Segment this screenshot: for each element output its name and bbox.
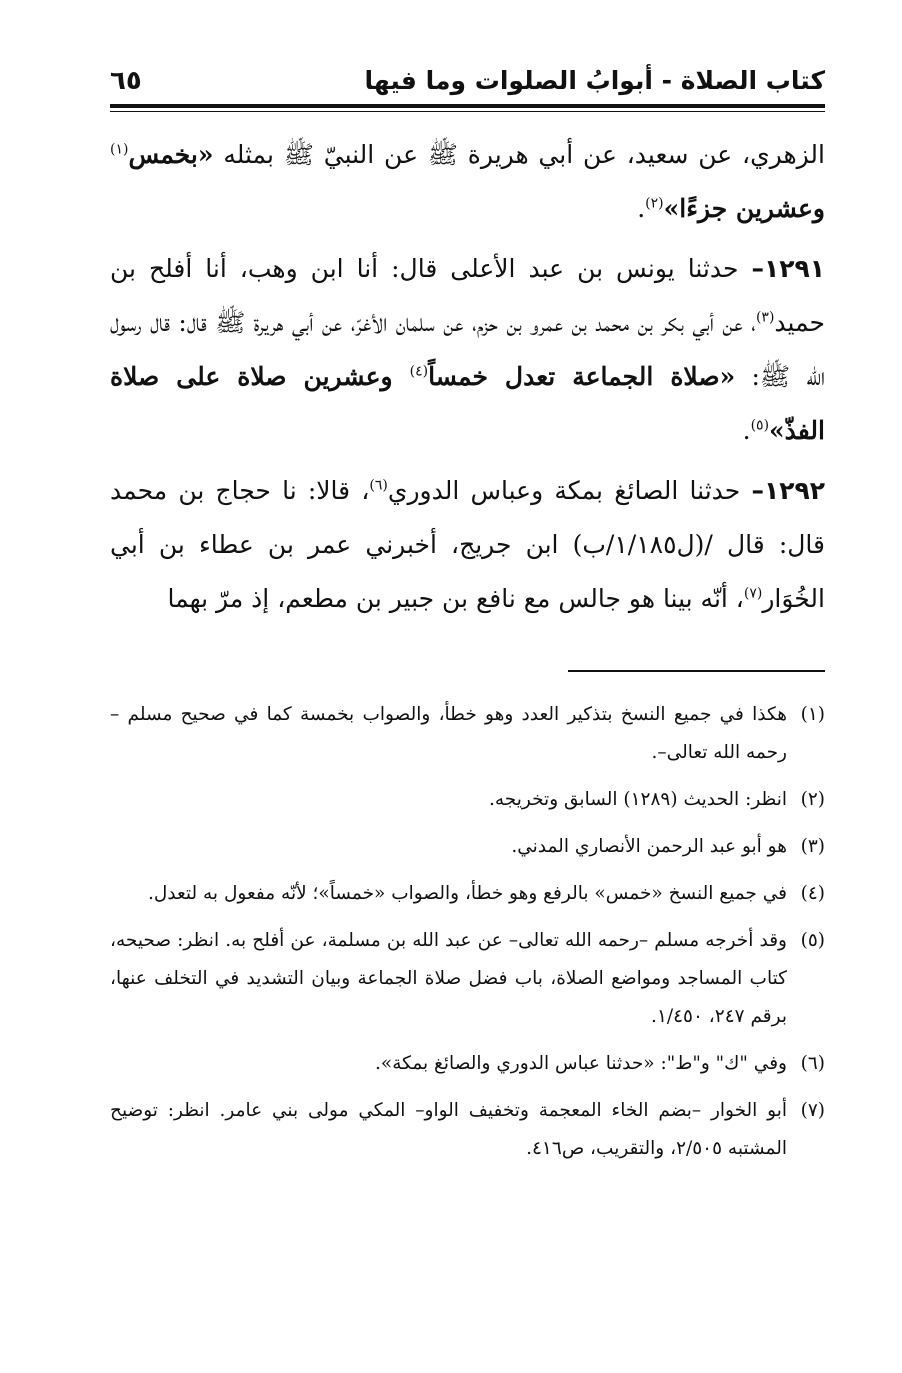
footnote-1: (١) هكذا في جميع النسخ بتذكير العدد وهو خطأ، والصواب بخمسة كما في صحيح مسلم –رحمه الله تعالى–. [110, 696, 825, 772]
hadith-number: ١٢٩٢– [751, 476, 825, 505]
footnote-7: (٧) أبو الخوار –بضم الخاء المعجمة وتخفيف الواو– المكي مولى بني عامر. انظر: توضيح المشتبه ٢/٥٠٥، والتقريب، ص٤١٦. [110, 1092, 825, 1168]
footnote-ref: (٣) [755, 309, 775, 326]
page-number: ٦٥ [110, 66, 142, 96]
footnote-ref: (٤) [409, 363, 429, 380]
header-rule-thick [110, 104, 825, 108]
footnote-marker: (٤) [800, 883, 825, 904]
footnote-ref: (٦) [369, 477, 388, 494]
footnote-5: (٥) وقد أخرجه مسلم –رحمه الله تعالى– عن عبد الله بن مسلمة، عن أفلح به. انظر: صحيحه، كتاب المساجد ومواضع الصلاة، باب فضل صلاة الجماعة وبيان التشديد في التخلف عنها، برقم ٢٤٧، ١/٤٥٠. [110, 922, 825, 1036]
footnote-marker: (٧) [800, 1100, 825, 1121]
footnote-ref: (٥) [750, 417, 770, 434]
footnote-marker: (٣) [800, 836, 825, 857]
footnote-ref: (٧) [743, 585, 763, 602]
footnote-3: (٣) هو أبو عبد الرحمن الأنصاري المدني. [110, 828, 825, 866]
footnote-ref: (١) [110, 141, 129, 158]
paragraph-continuation: الزهري، عن سعيد، عن أبي هريرة ﷺ عن النبيّ ﷺ بمثله «بخمس$^{(١)}$ وعشرين جزءًا»$^{(٢)}$. [110, 140, 825, 223]
footnote-6: (٦) وفي "ك" و"ط": «حدثنا عباس الدوري والصائغ بمكة». [110, 1045, 825, 1083]
hadith-number: ١٢٩١– [751, 254, 825, 283]
hadith-1292: ١٢٩٢– حدثنا الصائغ بمكة وعباس الدوري$^{(٦)}$، قالا: نا حجاج بن محمد قال: قال /(ل١/١٨٥/ب) ابن جريج، أخبرني عمر بن عطاء بن أبي الخُوَار$^{(٧)}$، أنّه بينا هو جالس مع نافع بن جبير بن مطعم، إذ مرّ بهما [110, 476, 825, 613]
hadith-1291: ١٢٩١– حدثنا يونس بن عبد الأعلى قال: أنا ابن وهب، أنا أفلح بن حميد$^{(٣)}$، عن أبي بكر بن محمد بن عمرو بن حزم، عن سلمان الأغرّ، عن أبي هريرة ﷺ قال: قال رسول الله ﷺ: «صلاة الجماعة تعدل خمساً$^{(٤)}$ وعشرين صلاة على صلاة الفذّ»$^{(٥)}$. [110, 254, 826, 445]
footnote-marker: (٦) [800, 1053, 825, 1074]
footnote-marker: (٢) [800, 789, 825, 810]
footnote-separator [568, 670, 825, 672]
page-header [110, 66, 825, 106]
main-text [110, 128, 825, 632]
running-title: كتاب الصلاة - أبوابُ الصلوات وما فيها [364, 66, 825, 95]
footnote-marker: (٥) [800, 930, 825, 951]
footnote-marker: (١) [800, 704, 825, 725]
footnote-ref: (٢) [645, 195, 664, 212]
header-rule-thin [110, 111, 825, 112]
footnote-2: (٢) انظر: الحديث (١٢٨٩) السابق وتخريجه. [110, 781, 825, 819]
footnotes [110, 696, 825, 1177]
footnote-4: (٤) في جميع النسخ «خمس» بالرفع وهو خطأ، والصواب «خمساً»؛ لأنّه مفعول به لتعدل. [110, 875, 825, 913]
